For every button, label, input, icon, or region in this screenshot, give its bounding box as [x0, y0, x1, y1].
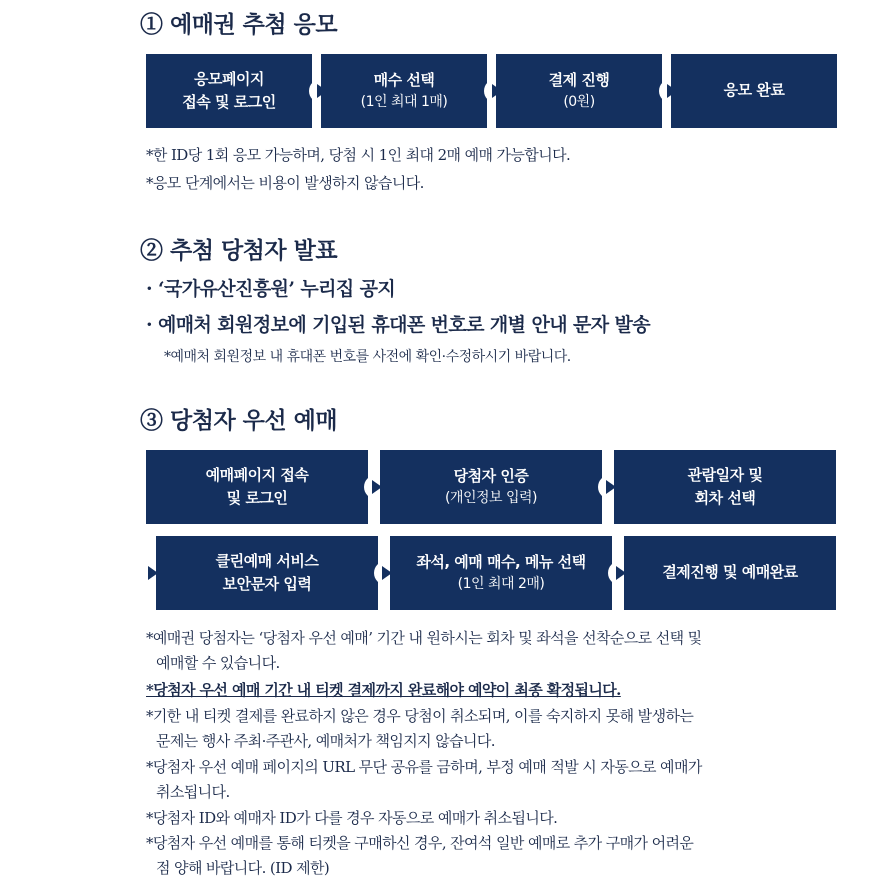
step-label: 응모 완료: [723, 81, 785, 100]
step-date-session-select: [614, 450, 836, 524]
step-label: 클린예매 서비스: [215, 551, 319, 570]
section-1-note: *한 ID당 1회 응모 가능하며, 당첨 시 1인 최대 2매 예매 가능합니다.: [146, 146, 571, 164]
section-3-note: *당첨자 우선 예매 페이지의 URL 무단 공유를 금하며, 부정 예매 적발 시 자동으로 예매가: [146, 758, 702, 776]
step-label: 접속 및 로그인: [182, 93, 276, 111]
step-apply-complete: [671, 54, 837, 128]
step-label: 및 로그인: [226, 489, 288, 507]
step-label: 결제진행 및 예매완료: [662, 563, 798, 582]
step-label: 매수 선택: [373, 70, 435, 89]
step-winner-verification: [380, 450, 602, 524]
step-booking-login: [146, 450, 368, 524]
announcement-bullet: · 예매처 회원정보에 기입된 휴대폰 번호로 개별 안내 문자 발송: [146, 314, 650, 336]
section-2-note: *예매처 회원정보 내 휴대폰 번호를 사전에 확인·수정하시기 바랍니다.: [164, 349, 571, 365]
section-3-note: 예매할 수 있습니다.: [156, 654, 280, 672]
step-seat-quantity-menu: [390, 536, 612, 610]
section-3-note: 취소됩니다.: [156, 783, 230, 801]
step-apply-login: [146, 54, 312, 128]
step-label: 보안문자 입력: [222, 575, 312, 593]
step-sublabel: (0원): [563, 93, 595, 110]
section-3-note: *기한 내 티켓 결제를 완료하지 않은 경우 당첨이 취소되며, 이를 숙지하지 못해 발생하는: [146, 707, 694, 725]
step-payment: [496, 54, 662, 128]
section-1-note: *응모 단계에서는 비용이 발생하지 않습니다.: [146, 174, 424, 192]
section-3-title: ③ 당첨자 우선 예매: [140, 407, 338, 434]
section-3-note: *당첨자 ID와 예매자 ID가 다를 경우 자동으로 예매가 취소됩니다.: [146, 809, 558, 827]
step-label: 결제 진행: [548, 70, 610, 89]
step-sublabel: (1인 최대 1매): [360, 93, 448, 110]
step-label: 예매페이지 접속: [205, 465, 309, 484]
step-label: 응모페이지: [194, 69, 264, 88]
announcement-bullet: · ‘국가유산진흥원’ 누리집 공지: [146, 278, 396, 300]
step-sublabel: (개인정보 입력): [444, 489, 538, 506]
section-3-note: *예매권 당첨자는 ‘당첨자 우선 예매’ 기간 내 원하시는 회차 및 좌석을 선착순으로 선택 및: [146, 629, 702, 647]
step-captcha-input: [156, 536, 378, 610]
step-label: 회차 선택: [694, 489, 756, 507]
section-2-title: ② 추첨 당첨자 발표: [140, 237, 338, 264]
section-3-important-note: *당첨자 우선 예매 기간 내 티켓 결제까지 완료해야 예약이 최종 확정됩니다.: [146, 681, 621, 699]
step-label: 관람일자 및: [687, 465, 763, 484]
section-3-note: *당첨자 우선 예매를 통해 티켓을 구매하신 경우, 잔여석 일반 예매로 추가 구매가 어려운: [146, 834, 694, 852]
step-payment-complete: [624, 536, 836, 610]
section-1-title: ① 예매권 추첨 응모: [140, 11, 338, 38]
step-label: 좌석, 예매 매수, 메뉴 선택: [416, 552, 586, 571]
section-3-note: 점 양해 바랍니다. (ID 제한): [156, 859, 330, 877]
section-3-note: 문제는 행사 주최·주관사, 예매처가 책임지지 않습니다.: [156, 732, 495, 750]
step-select-quantity: [321, 54, 487, 128]
step-label: 당첨자 인증: [453, 466, 529, 485]
step-sublabel: (1인 최대 2매): [457, 575, 545, 592]
